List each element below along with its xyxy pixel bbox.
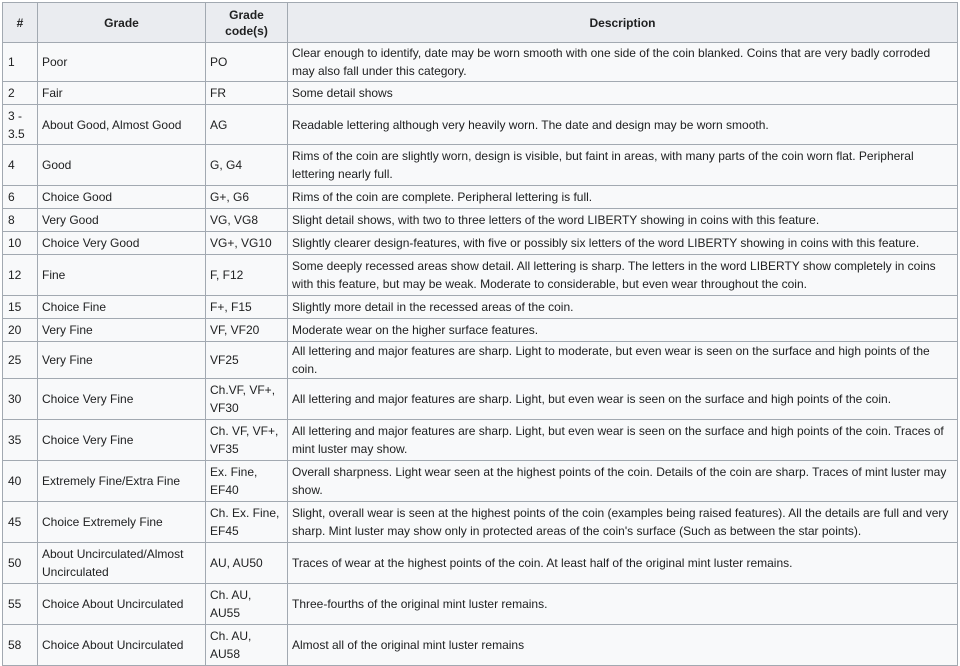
row-description: Almost all of the original mint luster remains xyxy=(288,625,958,666)
row-grade-code: PO xyxy=(206,43,288,82)
row-description: All lettering and major features are sharp. Light, but even wear is seen on the surface and high points of the coin. Traces of mint luster may show. xyxy=(288,420,958,461)
row-grade: Good xyxy=(38,145,206,186)
header-row xyxy=(3,3,958,43)
row-number: 20 xyxy=(3,319,38,342)
row-grade-code: AU, AU50 xyxy=(206,543,288,584)
row-grade-code: Ex. Fine, EF40 xyxy=(206,461,288,502)
row-number: 35 xyxy=(3,420,38,461)
row-number: 4 xyxy=(3,145,38,186)
table-row xyxy=(3,379,958,420)
row-description: Three-fourths of the original mint luster remains. xyxy=(288,584,958,625)
table-header xyxy=(3,3,958,43)
row-description: Overall sharpness. Light wear seen at the highest points of the coin. Details of the coin are sharp. Traces of mint luster may show. xyxy=(288,461,958,502)
row-grade-code: VF, VF20 xyxy=(206,319,288,342)
table-row xyxy=(3,625,958,666)
row-grade: Choice Very Fine xyxy=(38,420,206,461)
header-number[interactable]: # xyxy=(3,3,38,43)
row-grade: Fair xyxy=(38,82,206,105)
row-grade: Choice Very Fine xyxy=(38,379,206,420)
row-grade: Choice Good xyxy=(38,186,206,209)
row-grade-code: Ch. VF, VF+, VF35 xyxy=(206,420,288,461)
row-grade-code: Ch. AU, AU58 xyxy=(206,625,288,666)
table-row xyxy=(3,584,958,625)
row-description: Moderate wear on the higher surface features. xyxy=(288,319,958,342)
row-description: Some detail shows xyxy=(288,82,958,105)
row-description: Slight detail shows, with two to three letters of the word LIBERTY showing in coins with this feature. xyxy=(288,209,958,232)
row-grade: Choice About Uncirculated xyxy=(38,625,206,666)
table-row xyxy=(3,319,958,342)
table-row xyxy=(3,342,958,379)
row-grade: Extremely Fine/Extra Fine xyxy=(38,461,206,502)
table-row xyxy=(3,296,958,319)
row-description: Rims of the coin are slightly worn, design is visible, but faint in areas, with many parts of the coin worn flat. Peripheral lettering nearly full. xyxy=(288,145,958,186)
row-grade-code: F+, F15 xyxy=(206,296,288,319)
row-grade: Very Good xyxy=(38,209,206,232)
row-number: 55 xyxy=(3,584,38,625)
row-number: 58 xyxy=(3,625,38,666)
row-grade: Choice About Uncirculated xyxy=(38,584,206,625)
row-grade: Choice Very Good xyxy=(38,232,206,255)
table-row xyxy=(3,255,958,296)
header-grade[interactable]: Grade xyxy=(38,3,206,43)
table-row xyxy=(3,502,958,543)
row-grade: Very Fine xyxy=(38,319,206,342)
row-number: 8 xyxy=(3,209,38,232)
row-grade: Choice Fine xyxy=(38,296,206,319)
row-grade-code: VF25 xyxy=(206,342,288,379)
table-row xyxy=(3,232,958,255)
row-number: 1 xyxy=(3,43,38,82)
row-description: Readable lettering although very heavily worn. The date and design may be worn smooth. xyxy=(288,105,958,145)
table-row xyxy=(3,209,958,232)
table-row xyxy=(3,145,958,186)
row-number: 25 xyxy=(3,342,38,379)
table-row xyxy=(3,543,958,584)
row-number: 2 xyxy=(3,82,38,105)
table-row xyxy=(3,420,958,461)
row-grade: Fine xyxy=(38,255,206,296)
row-grade: About Uncirculated/Almost Uncirculated xyxy=(38,543,206,584)
row-number: 15 xyxy=(3,296,38,319)
table-row xyxy=(3,186,958,209)
row-grade-code: Ch.VF, VF+, VF30 xyxy=(206,379,288,420)
row-description: All lettering and major features are sharp. Light to moderate, but even wear is seen on the surface and high points of the coin. xyxy=(288,342,958,379)
row-description: Slightly more detail in the recessed areas of the coin. xyxy=(288,296,958,319)
row-number: 12 xyxy=(3,255,38,296)
row-grade-code: G, G4 xyxy=(206,145,288,186)
table-row xyxy=(3,105,958,145)
row-description: Slight, overall wear is seen at the highest points of the coin (examples being raised features). All the details are full and very sharp. Mint luster may show only in protected areas of the coin's surface (Such as between the star points). xyxy=(288,502,958,543)
coin-grades-table xyxy=(2,2,958,666)
row-grade-code: Ch. AU, AU55 xyxy=(206,584,288,625)
row-grade-code: F, F12 xyxy=(206,255,288,296)
row-number: 30 xyxy=(3,379,38,420)
row-description: Slightly clearer design-features, with five or possibly six letters of the word LIBERTY showing in coins with this feature. xyxy=(288,232,958,255)
row-number: 40 xyxy=(3,461,38,502)
row-grade: Poor xyxy=(38,43,206,82)
table-body xyxy=(3,43,958,666)
row-number: 6 xyxy=(3,186,38,209)
row-description: Some deeply recessed areas show detail. All lettering is sharp. The letters in the word LIBERTY show completely in coins with this feature, but may be weak. Moderate to considerable, but even wear throughout the coin. xyxy=(288,255,958,296)
row-grade-code: VG+, VG10 xyxy=(206,232,288,255)
row-grade: About Good, Almost Good xyxy=(38,105,206,145)
header-grade-codes[interactable]: Grade code(s) xyxy=(206,3,288,43)
row-grade-code: FR xyxy=(206,82,288,105)
table-row xyxy=(3,82,958,105)
row-description: All lettering and major features are sharp. Light, but even wear is seen on the surface and high points of the coin. xyxy=(288,379,958,420)
table-row xyxy=(3,461,958,502)
row-grade: Very Fine xyxy=(38,342,206,379)
row-number: 50 xyxy=(3,543,38,584)
row-description: Clear enough to identify, date may be worn smooth with one side of the coin blanked. Coins that are very badly corroded may also fall under this category. xyxy=(288,43,958,82)
row-number: 10 xyxy=(3,232,38,255)
row-grade-code: AG xyxy=(206,105,288,145)
row-description: Traces of wear at the highest points of the coin. At least half of the original mint luster remains. xyxy=(288,543,958,584)
header-description[interactable]: Description xyxy=(288,3,958,43)
table-row xyxy=(3,43,958,82)
row-grade-code: G+, G6 xyxy=(206,186,288,209)
row-description: Rims of the coin are complete. Peripheral lettering is full. xyxy=(288,186,958,209)
row-number: 45 xyxy=(3,502,38,543)
row-number: 3 - 3.5 xyxy=(3,105,38,145)
row-grade-code: VG, VG8 xyxy=(206,209,288,232)
row-grade-code: Ch. Ex. Fine, EF45 xyxy=(206,502,288,543)
row-grade: Choice Extremely Fine xyxy=(38,502,206,543)
